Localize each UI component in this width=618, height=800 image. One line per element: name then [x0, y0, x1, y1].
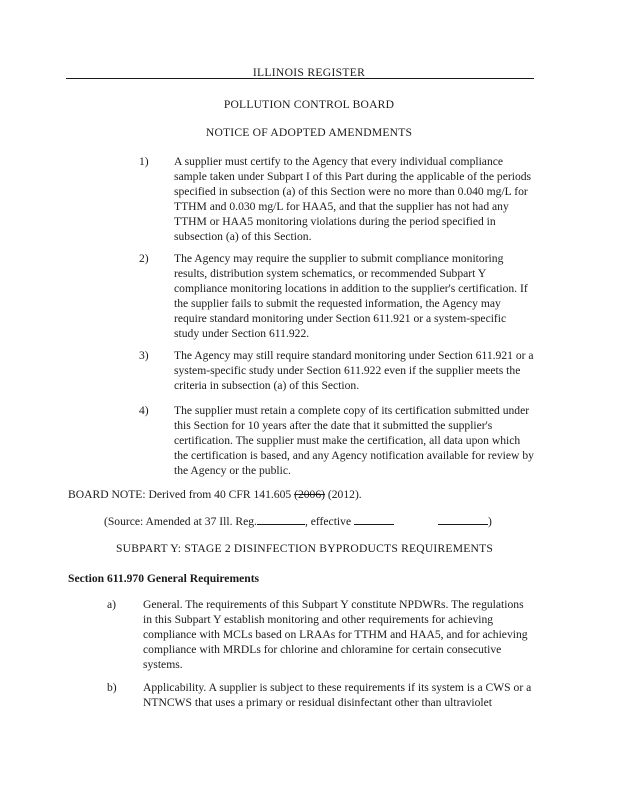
item-number: 3): [139, 349, 149, 362]
effective-date-blank: [354, 513, 394, 525]
item-number: 1): [139, 155, 149, 168]
register-title: ILLINOIS REGISTER: [252, 66, 366, 79]
source-open: (Source: Amended at 37 Ill. Reg.: [104, 515, 257, 528]
register-page-blank: [257, 513, 305, 525]
item-number: 4): [139, 404, 149, 417]
effective-year-blank: [438, 513, 488, 525]
source-effective: , effective: [304, 515, 352, 528]
source-close: ): [488, 515, 492, 528]
subsection-text: Applicability. A supplier is subject to these requirements if its system is a CWS or a NTNCWS that uses a primary or residual disinfectant other than ultraviolet: [143, 681, 532, 709]
item-text: The Agency may still require standard monitoring under Section 611.921 or a system-specific study under Section 611.922 even if the supplier meets the criteria in subsection (a) of this Section.: [174, 349, 534, 392]
board-note: [68, 487, 362, 502]
item-number: 2): [139, 252, 149, 265]
item-text: The Agency may require the supplier to submit compliance monitoring results, distribution system schematics, or recommended Subpart Y compliance monitoring locations in addition to the supplier's certification. If the supplier fails to submit the requested information, the Agency may require standard monitoring under Section 611.921 or a system-specific study under Section 611.922.: [174, 252, 528, 340]
subsection-text: General. The requirements of this Subpart Y constitute NPDWRs. The regulations in this Subpart Y establish monitoring and other requirements for achieving compliance with MCLs based on LRAAs for TTHM and HAA5, and for achieving compliance with MRDLs for chlorine and chloramine for certain consecutive systems.: [143, 598, 528, 671]
subsection-label: a): [107, 598, 117, 611]
subsection-label: b): [107, 681, 117, 694]
item-text: A supplier must certify to the Agency that every individual compliance sample taken under Subpart I of this Part during the applicable of the periods specified in subsection (a) of this Section were no more than 0.040 mg/L for TTHM and 0.030 mg/L for HAA5, and that the supplier has not had any TTHM or HAA5 monitoring violations during the period specified in subsection (a) of this Section.: [174, 155, 532, 243]
section-heading: Section 611.970 General Requirements: [68, 572, 260, 585]
board-name: POLLUTION CONTROL BOARD: [223, 98, 395, 111]
board-note-suffix: (2012).: [325, 488, 362, 501]
subpart-heading: SUBPART Y: STAGE 2 DISINFECTION BYPRODUCTS REQUIREMENTS: [116, 542, 493, 555]
board-note-struck-year: (2006): [294, 488, 325, 501]
board-note-prefix: BOARD NOTE: Derived from 40 CFR 141.605: [68, 488, 295, 501]
source-line: [104, 513, 492, 529]
notice-title: NOTICE OF ADOPTED AMENDMENTS: [205, 126, 413, 139]
item-text: The supplier must retain a complete copy of its certification submitted under this Section for 10 years after the date that it submitted the supplier's certification. The supplier must make the certification, all data upon which the certification is based, and any Agency notification available for review by the Agency or the public.: [174, 404, 534, 477]
